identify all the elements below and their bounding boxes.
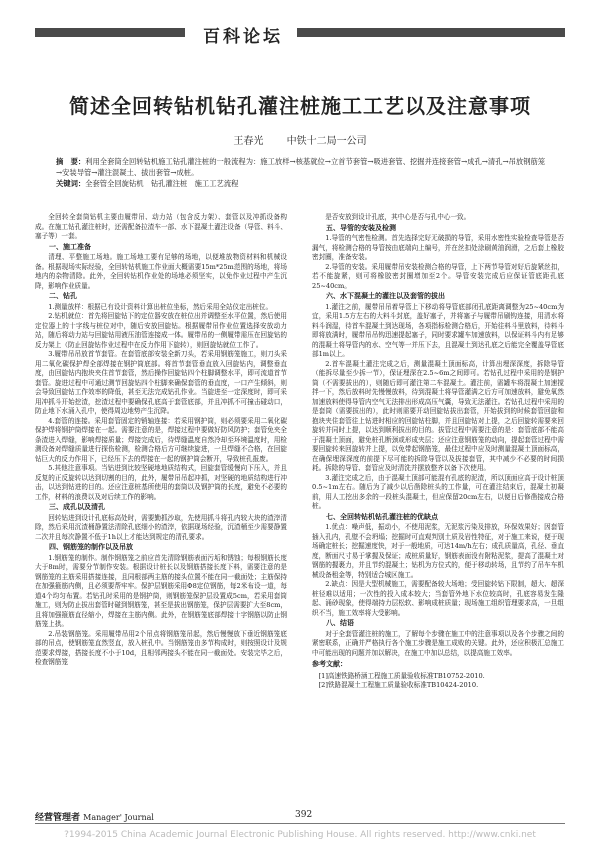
paragraph: 3.灌注完成之后，由于混凝土顶部可能混有孔底的泥渣，所以顶面应高于设计桩顶0.5~1m左右。随后为了减少以后凿除桩头的工作量，可在灌注结束后，混凝土初凝前，用人工挖出多余的一段桩头混凝土，但应保留20cm左右，以便日后修凿接成合格桩。 — [312, 473, 564, 510]
author-affiliation: 中铁十二局一公司 — [286, 136, 367, 147]
body-column-left — [35, 213, 287, 668]
section-heading: 五、导管的安装及检测 — [326, 223, 396, 232]
footer-rule — [35, 823, 565, 824]
header-bar-right — [297, 28, 565, 37]
magazine-name-en: Manager' Journal — [83, 813, 154, 822]
header-bar-left — [35, 28, 185, 37]
paragraph: 2.钻机就位：首先将回旋钻下的定位器安放在桩位出并调整至水平位置，然后使用定位器上的十字线与桩位对中，随后安放回旋钻。根据履带吊作业位置选择安放动力站，随后将动力站与回旋钻用液压油管连接成一体。履带吊的一侧履带需压在回旋钻的反力架上（防止回旋钻作业过程中在反力作用下旋转），则回旋钻就位工作了。 — [35, 312, 287, 349]
abstract-label: 摘 要： — [56, 157, 86, 166]
paragraph: 5.其他注意事项。当钻进到比较坚硬地地质结构式，回旋套管缓慢向下压入，并且反复的正反旋转以达到切割的目的，此外，履带吊吊起冲抓，对坚硬的地质结构进行冲击，以达到钻进的目的。还应注意桩基所使用的套筒以及钢护筒的长度，避免不必要的工作，材料的浪费以及对后续工作的影响。 — [35, 464, 287, 501]
abstract-text: 利用全套筒全回转钻机施工钻孔灌注桩的一般流程为：施工放样→核基就位→立首节套管→吸进套管、挖掘并连接套管→成孔→清孔→吊放钢筋笼→安装导管→灌注混凝土、拔出套管→成桩。 — [56, 157, 546, 177]
paragraph: 是否安放到设计孔底，其中心是否与孔中心一致。 — [325, 213, 471, 221]
paragraph: 回转钻进到设计孔底标高处时，需要勤抓沙取，先使用抓斗将孔内较大块的渣滓清除，然后采用沉渣桶静置法清除孔底细小的渣滓，依据现场经验，沉渣桶至少需要静置二次并且每次静置不低于1h以上才能达到规定的清孔要求。 — [35, 513, 287, 541]
section-header — [35, 22, 565, 47]
paragraph: 1.优点：噪声低，振动小，不使用泥浆，无泥浆污染及排放，环保效果好；因套管插入孔内，孔壁不会坍塌；挖掘时可直观判别土质及岩性特征，对于施工来说，便于现场确定桩长；挖掘速度快，对于一般地质，可达14m/h左右；成孔质量高，孔径、垂直度，断面尺寸易于掌握及保证；成桩质量好，钢筋表面没有附粘泥浆，提高了混凝土对钢筋的握裹力，并且节约混凝土；钻机为方位式的，便于移动转场，且节约了吊车车机械设备租金等，特别适合城区施工。 — [312, 523, 564, 579]
section-heading: 四、钢筋笼的制作以及吊放 — [49, 543, 133, 551]
page-footer — [35, 810, 565, 826]
reference-item: [1]高速铁路桥涵工程施工质量验收标准TB10752-2010. — [318, 671, 485, 680]
paragraph: 清理、平整施工场地。施工场地工要有足够的场地，以便堆放物资材料和机械设备。根据现场实际经验，全回转钻机施工作业面大概需要15m*25m范围的场地，将场地内的杂物清除。此外，全回转钻机作业处的场地必须坚实，以免作业过程中产生沉降，影响作业质量。 — [35, 253, 287, 290]
paragraph: 3.履带吊吊放首节套管。在套管底部安装全新刀头，若采用钢筋笼施工，则刀头采用二氧化碳保护焊全部焊接在钢护筒底部。将首节套管垂直放入回旋钻内，调整垂直度，由回旋钻内抱块夹住首节套管，然后操作回旋钻四个柱脚调整水平，即可流道首节套管。旋进过程中可通过测节回旋钻四个柱脚来确保套管的垂直度，一口产生倾斜，则会导致回旋钻工作效率的降低，甚至无法完成钻孔作业。当旋进至一定深度时，即可采用冲抓斗开始挖渣，挖渣过程中要确保孔底高于套管底部，并且冲抓不可撞击碰动口，防止地下水涌入孔中，使得周边地势产生沉降。 — [35, 350, 287, 415]
section-heading: 八、结语 — [326, 619, 354, 627]
magazine-name-cn: 经营管理者 — [35, 813, 81, 823]
magazine-name — [35, 810, 154, 823]
section-heading: 六、水下混凝土的灌注以及套管的拔出 — [326, 292, 445, 300]
article-title: 简述全回转钻机钻孔灌注桩施工工艺以及注意事项 — [69, 94, 531, 118]
paragraph: 1.钢筋笼的制作。制作钢筋笼之前应首先清除钢筋表面污垢和锈蚀；每根钢筋长度大于8m时，需要分节制作安装。根据设计桩长以及钢筋搭接长度下料，需要注意的是钢筋笼的主筋采用搭接连接，且同根部两主筋的接头位置不能在同一截面处；主筋保持在加强箍筋内侧，且必须要帮牢牢。保护层钢筋采用Φ8定位钢筋，每2米布设一道，每道4个均匀布置。若钻孔时采用的是钢护筒，则钢筋笼保护层设置成5cm，若采用套筒施工，则为防止拔出套管时碰到钢筋笼，甚至是拔出钢筋笼，保护层需要扩大至8cm，且将加强箍筋直径缩小，焊接在主筋内侧。此外，在钢筋笼底部焊接十字钢筋以防止钢筋笼上拱。 — [35, 553, 287, 628]
reference-item: [2]铁路混凝土工程施工质量验收标准TB10424-2010. — [318, 681, 479, 689]
keywords-label: 关键词： — [56, 179, 86, 188]
keywords-text: 全套管全回旋钻机 钻孔灌注桩 施工工艺流程 — [85, 179, 239, 188]
copyright-watermark: ?1994-2015 China Academic Journal Electronic Publishing House. All rights reserved. http://www.cnki.net — [64, 830, 536, 840]
section-heading: 二、钻孔 — [49, 292, 77, 300]
section-label: 百科论坛 — [203, 27, 283, 47]
paragraph: 2.吊装钢筋笼。采用履带吊用2个吊点将钢筋笼吊起，然后慢慢放下垂近钢筋笼底部的吊点，使钢筋笼直然竖直，放入桩孔中。当钢筋笼由多节构成时，则按照设计及规范要求焊接，搭接长度不小于10d，且相邻两接头不能在同一截面处。安装完毕之后，检查钢筋笼 — [35, 629, 287, 666]
page-number: 392 — [295, 810, 313, 820]
paragraph: 对于全套管灌注桩的施工，了解每个步骤在施工中的注意事项以及各个步骤之间的紧密联系，正确并严格执行各个施工步骤是施工成败的关键。此外，还应积极汇总施工中可能出现的问题并加以解决，在施工中加以总结，以提高施工效率。 — [312, 629, 564, 657]
byline — [0, 132, 600, 147]
paragraph: 4.套管的连接。采用套管固定的销轴连接：若采用钢护筒，则必须要采用二氧化碳保护焊将钢护筒焊接在一起。需要注意的是，焊接过程中要做好防风防护；套管免夹全条渣进入焊缝，影响焊接质量；焊接完成后，待焊缝温度自然冷却至环境温度时，用检测设备对焊缝质量进行探伤检测，检测合格后方可继续旋进，一旦焊缝不合格，在回旋钻巨大的反力作用下，已经压下去的焊接在一起的钢护筒会断开，导致桩孔报废。 — [35, 416, 287, 463]
section-heading: 七、全回转钻机钻孔灌注桩的优缺点 — [326, 512, 438, 521]
section-heading: 三、成孔以及清孔 — [49, 503, 105, 511]
author-name: 王春光 — [233, 136, 264, 147]
paragraph: 2.导管的安装。采用履带吊安装检测合格的导管，上下两节导管对好后旋紧丝扣，若不能旋紧，则可将橡胶密封圈增加至2个。导管安装完成后应保证管底距孔底25~40cm。 — [312, 262, 564, 290]
references-heading: 参考文献： — [312, 660, 347, 668]
paragraph: 2.首车混凝土灌注完成之后，测量混凝土顶面标高，计算出埋深深度，拆除导管（能拆尽量至少拆一节），保证埋深在2.5~6m之间即可。若钻孔过程中采用的是钢护筒（不需要拔出的），则随后即可灌注第二车混凝土。灌注前，需罐车将混凝土加速搅拌一下，然后放料时先慢慢放料，待到混凝土将导管灌满之后方可加速放料，避免氧然加速放料使得导管内空气无法排出形成高压气囊，导致无法灌注。若钻孔过程中采用的是套筒（需要拔出的），此时则需要开动回旋钻拔出套管，开始拔到的时候套管回旋和抱块夹住套管往上钻进时相应的回旋钻柱脚，并且回旋钻对上提，之后回旋转需要来回旋转并同时上提，以达到顺利拔出的目的。拔管过程中需要注意的是：套管底部不能高于混凝土顶面，避免桩孔断颈或形成夹层；还应注意钢筋笼的动向，提起套管过程中需要回旋转来回旋转并上提，以免带起钢筋笼，最佳过程中应及时测量混凝土顶面标高，在确保埋深深度的前提下尽可能的拆除导管以及拔接套管，其中减少不必要的时间损耗。拆除的导管、套管应及时清洗并摆放整齐以备下次使用。 — [312, 359, 564, 472]
abstract — [56, 156, 546, 189]
paragraph: 全回转全套筒钻机主要由履带吊、动力站（包含反力架）、套管以及冲抓设备构成。在施工钻孔灌注桩时，还需配备拉渣车一部、水下混凝土灌注设备（导管、料斗、塞子等）一套。 — [35, 213, 287, 240]
body-column-right — [312, 213, 564, 691]
paragraph: 1.灌注之前，履带吊吊着导管上下移动将导管底部闭孔底距离调整为25~40cm为宜，采用1.5方左右的大料斗封底，盖好塞子，并将塞子与履带吊刷钩连接，用清水将料斗润湿，待首车混凝土到达现场，各项指标检测合格后，开始往料斗里放料，待料斗即将放满时，履带吊吊钩迅速提起塞子，同时要求罐车加速放料，以保证料斗内有足够的混凝土将导管内的水、空气等一并压下去，且混凝土到达孔底之后能完全覆盖导管底部1m以上。 — [312, 302, 564, 358]
paragraph: 1.导管的气密性检测。首先选择完好无破损的导管，采用水密性实验检查导管是否漏气，将检测合格的导管按由底端向上编号，并在丝扣处涂刷黄油润滑，之后套上橡胶密封圈，准备安装。 — [312, 234, 564, 261]
paragraph: 2.缺点：因是大型机械施工，需要配备较大场地；受回旋转钻下限制，超大、超深桩径难以适用；一次性的投入成本较大；当套管外地下水位较高时，孔底容易发生隆起、涌砂现象，使得端持力层松软、影响成桩质量；现场施工组织管理要求高，一旦组织不当，施工效率将大受影响。 — [312, 580, 564, 617]
paragraph: 1.测量放样：根据已有设计资料计算出桩位坐标，然后采用全站仪定出桩位。 — [48, 302, 273, 311]
section-heading: 一、施工准备 — [49, 242, 91, 251]
